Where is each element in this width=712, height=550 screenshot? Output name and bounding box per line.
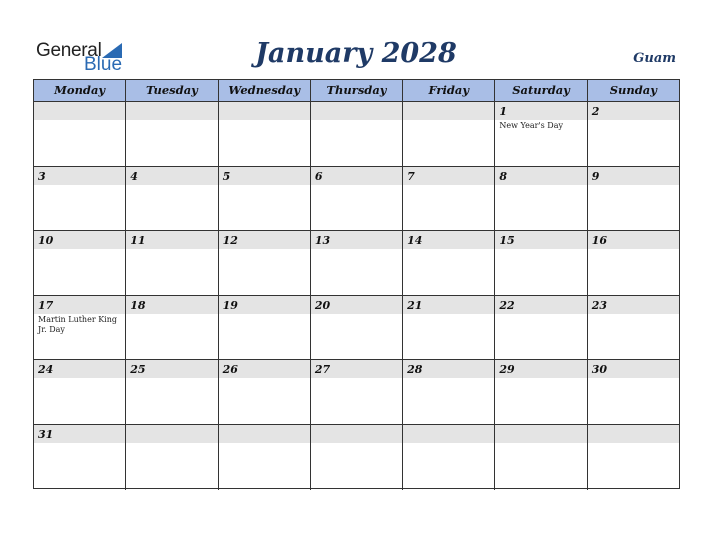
day-cell bbox=[495, 296, 587, 360]
day-number: 17 bbox=[38, 298, 54, 312]
day-cell bbox=[34, 231, 126, 295]
day-cell-header bbox=[403, 425, 494, 443]
day-cell bbox=[311, 360, 403, 424]
weekday-header: Monday bbox=[34, 80, 126, 101]
day-number: 28 bbox=[407, 363, 423, 377]
day-number: 22 bbox=[499, 298, 515, 312]
day-cell bbox=[34, 360, 126, 424]
day-number: 30 bbox=[591, 363, 607, 377]
day-number: 18 bbox=[130, 298, 146, 312]
day-cell bbox=[403, 360, 495, 424]
day-cell bbox=[219, 360, 311, 424]
day-cell bbox=[495, 231, 587, 295]
day-cell bbox=[311, 425, 403, 490]
day-number: 15 bbox=[499, 234, 515, 248]
day-number: 11 bbox=[130, 234, 146, 248]
day-cell bbox=[495, 425, 587, 490]
weekday-header: Tuesday bbox=[126, 80, 218, 101]
calendar-region: Guam bbox=[633, 51, 676, 66]
day-number: 31 bbox=[38, 427, 54, 441]
day-cell bbox=[588, 102, 679, 166]
day-number: 14 bbox=[407, 234, 423, 248]
day-number: 23 bbox=[591, 298, 607, 312]
day-cell bbox=[219, 425, 311, 490]
day-cell-header bbox=[495, 425, 586, 443]
weekday-header: Thursday bbox=[311, 80, 403, 101]
day-cell-header bbox=[311, 102, 402, 120]
day-cell bbox=[34, 167, 126, 231]
day-cell bbox=[34, 102, 126, 166]
day-number: 24 bbox=[38, 363, 54, 377]
week-row bbox=[34, 167, 679, 232]
day-cell bbox=[126, 231, 218, 295]
day-cell bbox=[403, 425, 495, 490]
day-cell bbox=[311, 296, 403, 360]
day-cell bbox=[219, 167, 311, 231]
day-cell-header bbox=[588, 102, 679, 120]
holiday-label: New Year's Day bbox=[499, 121, 563, 130]
day-cell-header bbox=[495, 102, 586, 120]
day-cell bbox=[34, 425, 126, 490]
day-cell-header bbox=[403, 102, 494, 120]
weekday-header: Sunday bbox=[609, 83, 657, 97]
day-number: 3 bbox=[38, 169, 46, 183]
weekday-header: Wednesday bbox=[219, 80, 311, 101]
day-number: 29 bbox=[499, 363, 515, 377]
week-row bbox=[34, 296, 679, 361]
day-cell bbox=[126, 360, 218, 424]
day-cell-header bbox=[219, 167, 310, 185]
day-cell-header bbox=[126, 425, 217, 443]
day-number: 10 bbox=[38, 234, 54, 248]
day-number: 9 bbox=[591, 169, 600, 183]
day-cell bbox=[588, 167, 679, 231]
day-cell-header bbox=[495, 167, 586, 185]
day-number: 5 bbox=[222, 169, 231, 183]
weekday-header: Friday bbox=[403, 80, 495, 101]
day-cell bbox=[219, 102, 311, 166]
week-row bbox=[34, 231, 679, 296]
day-number: 6 bbox=[314, 169, 323, 183]
week-row bbox=[34, 425, 679, 490]
day-number: 19 bbox=[222, 298, 238, 312]
day-cell bbox=[495, 360, 587, 424]
day-number: 4 bbox=[130, 169, 138, 183]
day-cell bbox=[403, 167, 495, 231]
week-row bbox=[34, 360, 679, 425]
day-cell bbox=[126, 425, 218, 490]
day-cell-header bbox=[403, 167, 494, 185]
day-number: 2 bbox=[591, 105, 600, 118]
day-cell-header bbox=[219, 102, 310, 120]
day-cell bbox=[588, 231, 679, 295]
holiday-label: Martin Luther King Jr. Day bbox=[38, 314, 117, 334]
day-cell-header bbox=[34, 167, 125, 185]
day-number: 21 bbox=[407, 298, 423, 312]
day-cell-header bbox=[219, 425, 310, 443]
day-cell-header bbox=[311, 425, 402, 443]
day-number: 27 bbox=[314, 363, 331, 377]
weekday-header: Saturday bbox=[495, 80, 587, 101]
day-cell bbox=[495, 102, 587, 166]
day-cell bbox=[403, 102, 495, 166]
calendar-grid bbox=[33, 79, 680, 489]
day-number: 26 bbox=[222, 363, 238, 377]
day-cell bbox=[403, 296, 495, 360]
logo-text-general: General bbox=[36, 40, 102, 61]
day-cell-header bbox=[588, 167, 679, 185]
day-cell bbox=[311, 231, 403, 295]
day-number: 7 bbox=[407, 169, 415, 183]
day-number: 20 bbox=[314, 298, 331, 312]
day-cell-header bbox=[588, 425, 679, 443]
day-cell bbox=[219, 296, 311, 360]
weekday-header-row bbox=[34, 80, 679, 102]
weeks-container bbox=[34, 102, 679, 490]
calendar-title: January 2028 bbox=[255, 38, 457, 69]
day-number: 8 bbox=[499, 169, 508, 183]
day-number: 12 bbox=[222, 234, 238, 248]
day-cell bbox=[588, 360, 679, 424]
day-cell bbox=[311, 167, 403, 231]
day-cell bbox=[403, 231, 495, 295]
day-number: 25 bbox=[130, 363, 146, 377]
day-cell-header bbox=[34, 102, 125, 120]
day-number: 13 bbox=[314, 234, 331, 248]
day-cell bbox=[588, 425, 679, 490]
day-cell bbox=[34, 296, 126, 360]
week-row bbox=[34, 102, 679, 167]
day-cell bbox=[588, 296, 679, 360]
day-cell-header bbox=[126, 102, 217, 120]
day-cell-header bbox=[126, 167, 217, 185]
day-cell bbox=[219, 231, 311, 295]
day-cell bbox=[126, 102, 218, 166]
day-cell bbox=[126, 296, 218, 360]
day-number: 16 bbox=[591, 234, 607, 248]
day-number: 1 bbox=[499, 105, 508, 118]
day-cell bbox=[126, 167, 218, 231]
day-cell bbox=[311, 102, 403, 166]
logo-text-blue: Blue bbox=[84, 54, 123, 75]
day-cell-header bbox=[311, 167, 402, 185]
day-cell bbox=[495, 167, 587, 231]
